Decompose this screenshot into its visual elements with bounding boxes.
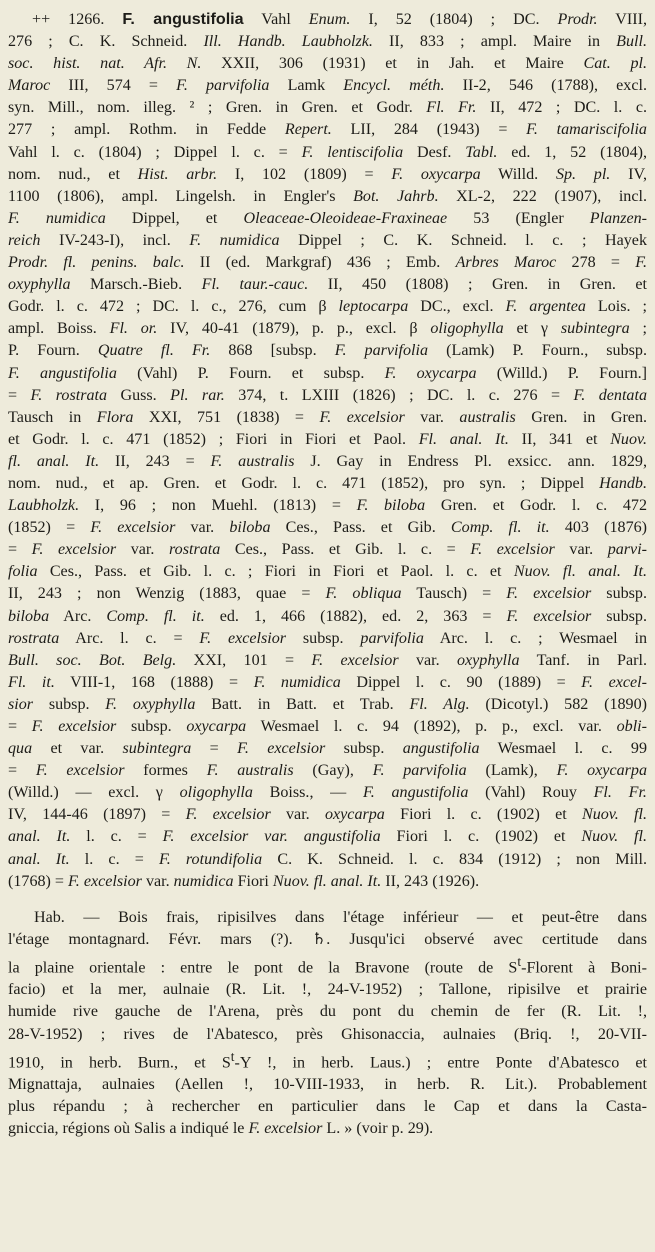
text-line: facio) et la mer, aulnaie (R. Lit. !, 24-V-1952) ; Tallone, ripisilve et prairie (8, 981, 647, 999)
text-line: ampl. Boiss. Fl. or. IV, 40-41 (1879), p. p., excl. β oligophylla et γ subintegra ; (8, 320, 647, 338)
cultivated-marker: ++ (32, 11, 51, 28)
text-line: plus répandu ; à rechercher en particulier dans le Cap et dans la Casta- (8, 1098, 647, 1116)
text-line: IV, 144-46 (1897) = F. excelsior var. oxycarpa Fiori l. c. (1902) et Nuov. fl. (8, 806, 648, 824)
text-line: fl. anal. It. II, 243 = F. australis J. Gay in Endress Pl. exsicc. ann. 1829, (8, 452, 647, 470)
habitat-block (8, 907, 647, 1141)
text-line: anal. It. l. c. = F. rotundifolia C. K. Schneid. l. c. 834 (1912) ; non Mill. (8, 850, 648, 868)
text-line: humide rive gauche de l'Arena, près du pont du chemin de fer (R. Lit. !, (8, 1003, 647, 1021)
text-line: (1768) = F. excelsior var. numidica Fiori Nuov. fl. anal. It. II, 243 (1926). (8, 872, 480, 890)
text-line: = F. rostrata Guss. Pl. rar. 374, t. LXIII (1826) ; DC. l. c. 276 = F. dentata (8, 386, 647, 404)
text-line: oxyphylla Marsch.-Bieb. Fl. taur.-cauc. II, 450 (1808) ; Gren. in Gren. et (8, 276, 647, 294)
text-line: gniccia, régions où Salis a indiqué le F. excelsior L. » (voir p. 29). (8, 1120, 434, 1138)
entry-block (8, 8, 647, 893)
text-line: soc. hist. nat. Afr. N. XXII, 306 (1931) et in Jah. et Maire Cat. pl. (8, 55, 647, 73)
habitat-text (8, 907, 647, 1141)
text-line: Godr. l. c. 472 ; DC. l. c., 276, cum β leptocarpa DC., excl. F. argentea Lois. ; (8, 298, 647, 316)
text-line: qua et var. subintegra = F. excelsior subsp. angustifolia Wesmael l. c. 99 (8, 740, 648, 758)
text-line: folia Ces., Pass. et Gib. l. c. ; Fiori in Fiori et Paol. l. c. et Nuov. fl. anal. It. (8, 563, 648, 581)
text-line: II, 243 ; non Wenzig (1883, quae = F. obliqua Tausch) = F. excelsior subsp. (8, 585, 647, 603)
text-line: Fl. it. VIII-1, 168 (1888) = F. numidica Dippel l. c. 90 (1889) = F. excel- (8, 673, 647, 691)
text-line: (Willd.) — excl. γ oligophylla Boiss., — F. angustifolia (Vahl) Rouy Fl. Fr. (8, 784, 647, 802)
text-line: = F. excelsior var. rostrata Ces., Pass. et Gib. l. c. = F. excelsior var. parvi- (8, 541, 648, 559)
text-line: 1100 (1806), ampl. Lingelsh. in Engler's Bot. Jahrb. XL-2, 222 (1907), incl. (8, 187, 647, 205)
text-line: 277 ; ampl. Rothm. in Fedde Repert. LII, 284 (1943) = F. tamariscifolia (8, 121, 647, 139)
text-line: F. angustifolia (Vahl) P. Fourn. et subsp. F. oxycarpa (Willd.) P. Fourn.] (8, 364, 648, 382)
text-line: biloba Arc. Comp. fl. it. ed. 1, 466 (1882), ed. 2, 363 = F. excelsior subsp. (8, 607, 647, 625)
text-line: 28-V-1952) ; rives de l'Abatesco, près Ghisonaccia, aulnaies (Briq. !, 20-VII- (8, 1025, 647, 1043)
synonymy-text (8, 31, 647, 893)
text-line: rostrata Arc. l. c. = F. excelsior subsp. parvifolia Arc. l. c. ; Wesmael in (8, 629, 647, 647)
text-line: la plaine orientale : entre le pont de la Bravone (route de $S^t$-Florent à Boni- (8, 953, 647, 977)
entry-heading-line (8, 8, 647, 31)
text-line: nom. nud., et Hist. arbr. I, 102 (1809) = F. oxycarpa Willd. Sp. pl. IV, (8, 165, 648, 183)
text-line: Laubholzk. I, 96 ; non Muehl. (1813) = F. biloba Gren. et Godr. l. c. 472 (8, 497, 647, 515)
species-name: F. angustifolia (122, 10, 244, 28)
text-line: Bull. soc. Bot. Belg. XXI, 101 = F. excelsior var. oxyphylla Tanf. in Parl. (8, 651, 647, 669)
text-line: = F. excelsior subsp. oxycarpa Wesmael l. c. 94 (1892), p. p., excl. var. obli- (8, 718, 648, 735)
text-line: Hab. — Bois frais, ripisilves dans l'étage inférieur — et peut-être dans (34, 908, 647, 926)
text-line: (1852) = F. excelsior var. biloba Ces., Pass. et Gib. Comp. fl. it. 403 (1876) (8, 519, 648, 537)
entry-line: Vahl Enum. I, 52 (1804) ; DC. Prodr. VIII, (243, 11, 647, 28)
text-line: reich IV-243-I), incl. F. numidica Dippel ; C. K. Schneid. l. c. ; Hayek (8, 231, 647, 249)
text-line: = F. excelsior formes F. australis (Gay), F. parvifolia (Lamk), F. oxycarpa (8, 762, 647, 780)
entry-number: 1266. (68, 11, 105, 28)
text-line: l'étage montagnard. Févr. mars (?). ♄. Jusqu'ici observé avec certitude dans (8, 930, 647, 948)
text-line: Vahl l. c. (1804) ; Dippel l. c. = F. lentiscifolia Desf. Tabl. ed. 1, 52 (1804), (8, 143, 648, 161)
text-line: P. Fourn. Quatre fl. Fr. 868 [subsp. F. parvifolia (Lamk) P. Fourn., subsp. (8, 342, 647, 360)
text-line: F. numidica Dippel, et Oleaceae-Oleoideae-Fraxineae 53 (Engler Planzen- (8, 209, 648, 227)
text-line: nom. nud., et ap. Gren. et Godr. l. c. 471 (1852), pro syn. ; Dippel Handb. (8, 474, 647, 492)
text-line: Maroc III, 574 = F. parvifolia Lamk Encycl. méth. II-2, 546 (1788), excl. (8, 77, 647, 95)
text-line: Tausch in Flora XXI, 751 (1838) = F. excelsior var. australis Gren. in Gren. (8, 408, 648, 426)
text-line: 276 ; C. K. Schneid. Ill. Handb. Laubholzk. II, 833 ; ampl. Maire in Bull. (8, 33, 648, 51)
text-line: anal. It. l. c. = F. excelsior var. angustifolia Fiori l. c. (1902) et Nuov. fl. (8, 828, 647, 846)
text-line: syn. Mill., nom. illeg. ² ; Gren. in Gren. et Godr. Fl. Fr. II, 472 ; DC. l. c. (8, 99, 647, 117)
text-line: Mignattaja, aulnaies (Aellen !, 10-VIII-1933, in herb. R. Lit.). Probablement (8, 1076, 647, 1094)
text-line: et Godr. l. c. 471 (1852) ; Fiori in Fiori et Paol. Fl. anal. It. II, 341 et Nuov. (8, 430, 647, 448)
text-line: sior subsp. F. oxyphylla Batt. in Batt. et Trab. Fl. Alg. (Dicotyl.) 582 (1890) (8, 695, 648, 713)
text-line: 1910, in herb. Burn., et $S^t-Y$ !, in herb. Laus.) ; entre Ponte d'Abatesco et (8, 1048, 647, 1072)
text-line: Prodr. fl. penins. balc. II (ed. Markgraf) 436 ; Emb. Arbres Maroc 278 = F. (8, 254, 647, 272)
